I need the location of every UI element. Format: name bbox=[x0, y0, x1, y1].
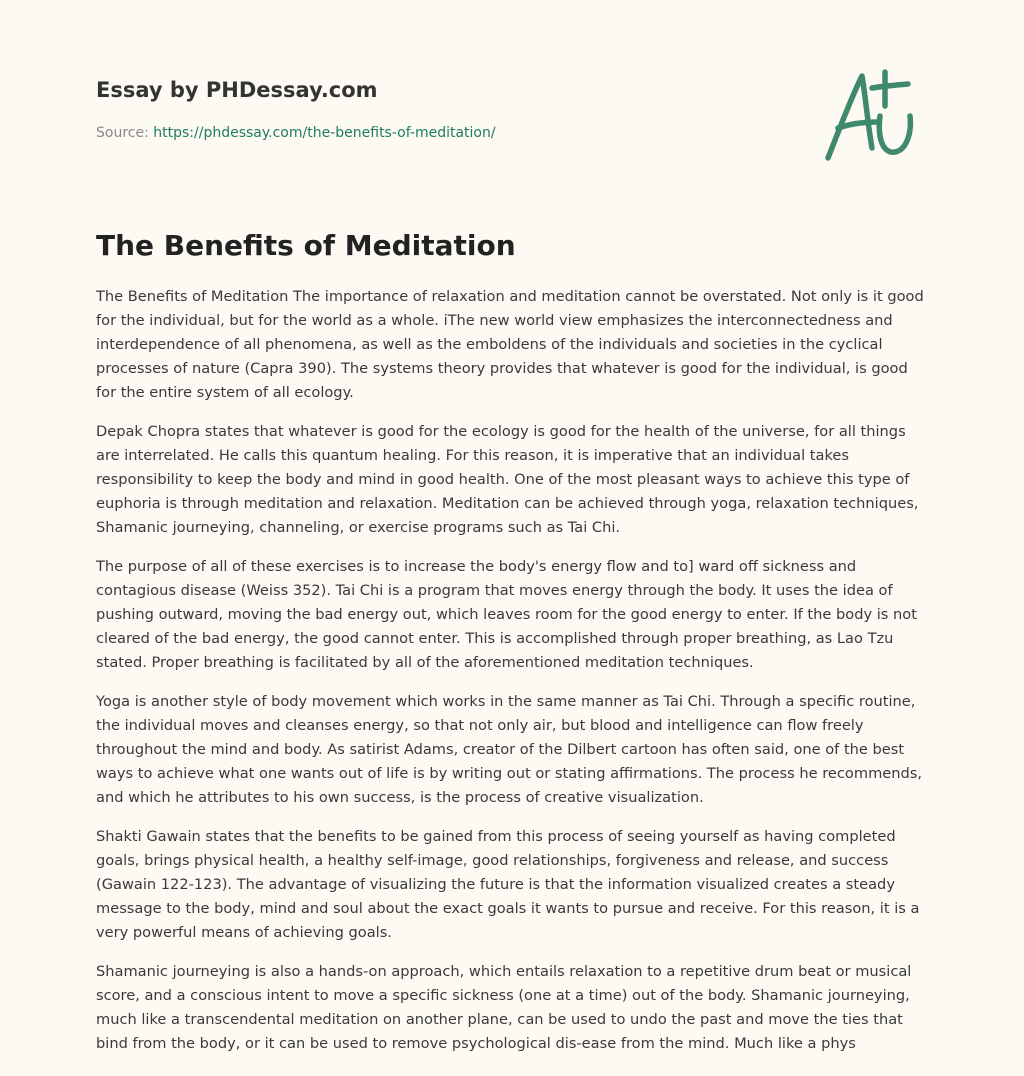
brand-heading: Essay by PHDessay.com bbox=[96, 78, 378, 102]
essay-paragraph: Shakti Gawain states that the benefits to be gained from this process of seeing yourself as having completed goals, brings physical health, a healthy self-image, good relationships, forgiveness and release, and success (Gawain 122-123). The advantage of visualizing the future is that the information visualized creates a steady message to the body, mind and soul about the exact goals it wants to pursue and receive. For this reason, it is a very powerful means of achieving goals. bbox=[96, 828, 920, 941]
essay-page bbox=[96, 0, 928, 1076]
essay-paragraph: Shamanic journeying is also a hands-on approach, which entails relaxation to a repetitive drum beat or musical score, and a conscious intent to move a specific sickness (one at a time) out of the body. Shamanic journeying, much like a transcendental meditation on another plane, can be used to undo the past and move the ties that bind from the body, or it can be used to remove psychological dis-ease from the mind. Much like a phys bbox=[96, 963, 912, 1052]
source-link[interactable]: https://phdessay.com/the-benefits-of-meditation/ bbox=[153, 125, 496, 141]
a-plus-logo-icon bbox=[822, 66, 926, 166]
source-line bbox=[96, 124, 496, 142]
source-label: Source: bbox=[96, 125, 149, 141]
essay-paragraph: The Benefits of Meditation The importance of relaxation and meditation cannot be overstated. Not only is it good for the individual, but for the world as a whole. iThe new world view emphasizes the interconnectedness and interdependence of all phenomena, as well as the emboldens of the individuals and societies in the cyclical processes of nature (Capra 390). The systems theory provides that whatever is good for the individual, is good for the entire system of all ecology. bbox=[96, 288, 924, 401]
essay-body bbox=[96, 285, 928, 1071]
essay-paragraph: The purpose of all of these exercises is to increase the body's energy flow and to] ward off sickness and contagious disease (Weiss 352). Tai Chi is a program that moves energy through the body. It uses the idea of pushing outward, moving the bad energy out, which leaves room for the good energy to enter. If the body is not cleared of the bad energy, the good cannot enter. This is accomplished through proper breathing, as Lao Tzu stated. Proper breathing is facilitated by all of the aforementioned meditation techniques. bbox=[96, 558, 917, 671]
essay-paragraph: Depak Chopra states that whatever is good for the ecology is good for the health of the universe, for all things are interrelated. He calls this quantum healing. For this reason, it is imperative that an individual takes responsibility to keep the body and mind in good health. One of the most pleasant ways to achieve this type of euphoria is through meditation and relaxation. Meditation can be achieved through yoga, relaxation techniques, Shamanic journeying, channeling, or exercise programs such as Tai Chi. bbox=[96, 423, 919, 536]
essay-title: The Benefits of Meditation bbox=[96, 229, 516, 262]
essay-paragraph: Yoga is another style of body movement which works in the same manner as Tai Chi. Through a specific routine, the individual moves and cleanses energy, so that not only air, but blood and intelligence can flow freely throughout the mind and body. As satirist Adams, creator of the Dilbert cartoon has often said, one of the best ways to achieve what one wants out of life is by writing out or stating affirmations. The process he recommends, and which he attributes to his own success, is the process of creative visualization. bbox=[96, 693, 923, 806]
